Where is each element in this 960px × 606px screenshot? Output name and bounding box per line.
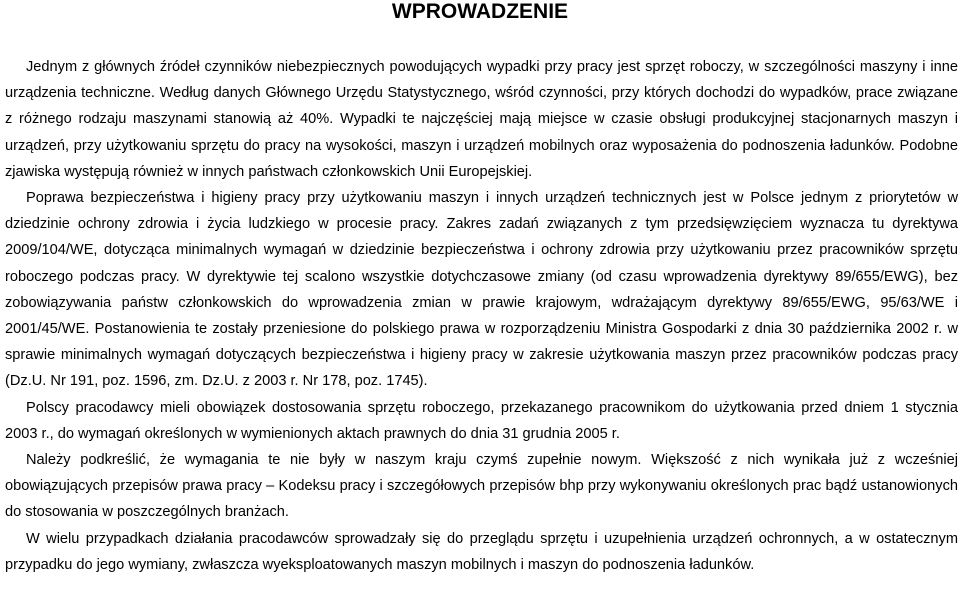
document-body xyxy=(5,54,958,578)
paragraph: Poprawa bezpieczeństwa i higieny pracy przy użytkowaniu maszyn i innych urządzeń technicznych jest w Polsce jednym z priorytetów w dziedzinie ochrony zdrowia i życia ludzkiego w procesie pracy. Zakres zadań związanych z tym przedsięwzięciem wyznacza tu dyrektywa 2009/104/WE, dotycząca minimalnych wymagań w dziedzinie bezpieczeństwa i ochrony zdrowia przy użytkowaniu przez pracowników sprzętu roboczego podczas pracy. W dyrektywie tej scalono wszystkie dotychczasowe zmiany (od czasu wprowadzenia dyrektywy 89/655/EWG), bez zobowiązywania państw członkowskich do wprowadzenia zmian w prawie krajowym, wdrażającym dyrektywy 89/655/EWG, 95/63/WE i 2001/45/WE. Postanowienia te zostały przeniesione do polskiego prawa w rozporządzeniu Ministra Gospodarki z dnia 30 października 2002 r. w sprawie minimalnych wymagań dotyczących bezpieczeństwa i higieny pracy w zakresie użytkowania maszyn przez pracowników podczas pracy (Dz.U. Nr 191, poz. 1596, zm. Dz.U. z 2003 r. Nr 178, poz. 1745). xyxy=(5,190,958,390)
paragraph: W wielu przypadkach działania pracodawców sprowadzały się do przeglądu sprzętu i uzupełnienia urządzeń ochronnych, a w ostatecznym przypadku do jego wymiany, zwłaszcza wyeksploatowanych maszyn mobilnych i maszyn do podnoszenia ładunków. xyxy=(5,530,958,573)
paragraph: Polscy pracodawcy mieli obowiązek dostosowania sprzętu roboczego, przekazanego pracownikom do użytkowania przed dniem 1 stycznia 2003 r., do wymagań określonych w wymienionych aktach prawnych do dnia 31 grudnia 2005 r. xyxy=(5,399,958,442)
page-title: WPROWADZENIE xyxy=(391,0,569,23)
paragraph: Należy podkreślić, że wymagania te nie były w naszym kraju czymś zupełnie nowym. Większość z nich wynikała już z wcześniej obowiązujących przepisów prawa pracy – Kodeksu pracy i szczegółowych przepisów bhp przy wykonywaniu określonych prac bądź ustanowionych do stosowania w poszczególnych branżach. xyxy=(5,452,958,521)
paragraph: Jednym z głównych źródeł czynników niebezpiecznych powodujących wypadki przy pracy jest sprzęt roboczy, w szczególności maszyny i inne urządzenia techniczne. Według danych Głównego Urzędu Statystycznego, wśród czynności, przy których dochodzi do wypadków, prace związane z różnego rodzaju maszynami stanowią aż 40%. Wypadki te najczęściej mają miejsce w czasie obsługi produkcyjnej stacjonarnych maszyn i urządzeń, przy użytkowaniu sprzętu do pracy na wysokości, maszyn i urządzeń mobilnych oraz wyposażenia do podnoszenia ładunków. Podobne zjawiska występują również w innych państwach członkowskich Unii Europejskiej. xyxy=(5,59,958,180)
